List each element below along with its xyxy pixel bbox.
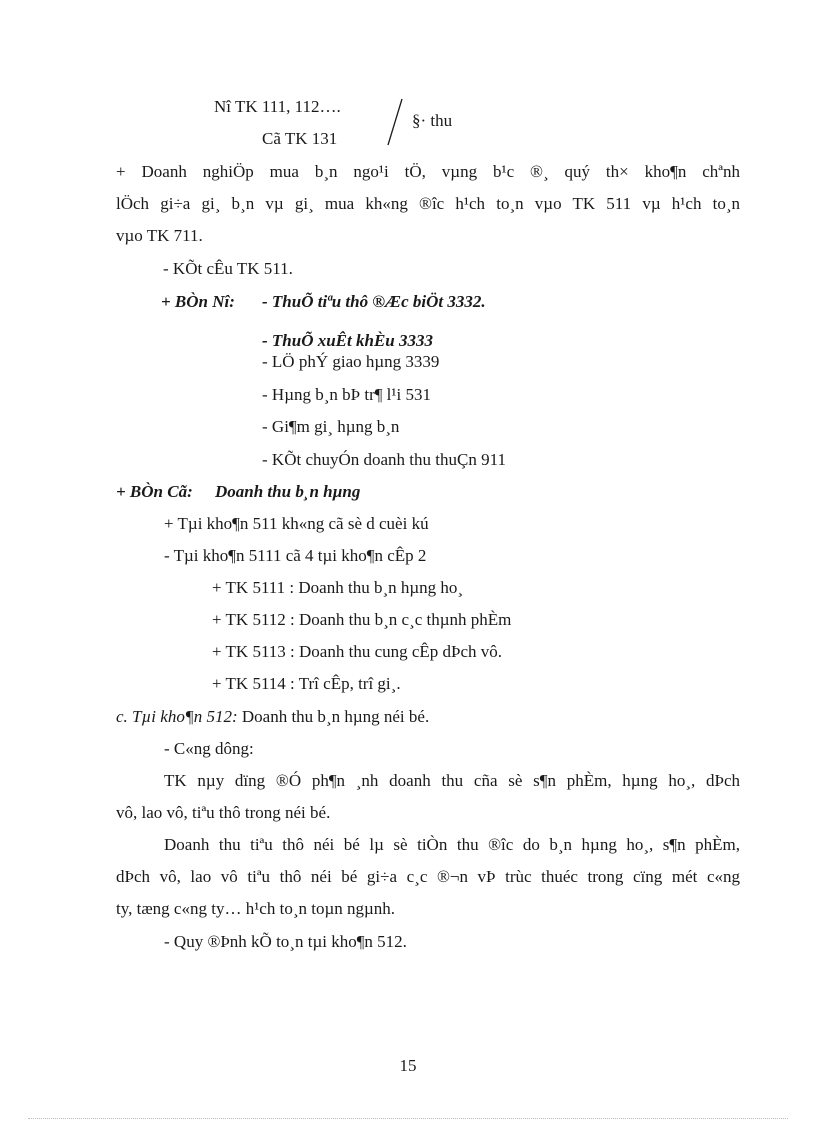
section-c-title: Doanh thu b¸n hµng néi bé. [237, 707, 430, 726]
sub-account: + TK 5114 : Trî cÊp, trî gi¸. [212, 674, 401, 693]
para2-line2: vô, lao vô, tiªu thô trong néi bé. [116, 803, 331, 822]
slash-divider [386, 97, 404, 147]
account-note: + Tµi kho¶n 511 kh«ng cã sè d cuèi kú [164, 514, 429, 533]
journal-note: §· thu [412, 111, 453, 130]
para1-line1: + Doanh nghiÖp mua b¸n ngo¹i tÖ, vµng b¹c ®¸ quý th× kho¶n chªnh [116, 162, 740, 181]
section-c-label: c. Tµi kho¶n 512: [116, 707, 238, 726]
page-number: 15 [399, 1056, 417, 1075]
debit-item: - KÕt chuyÓn doanh thu thuÇn 911 [262, 450, 506, 469]
credit-side-label: + BÒn Cã: [116, 482, 193, 501]
rule-heading: - Quy ®Þnh kÕ to¸n tµi kho¶n 512. [164, 932, 407, 951]
para1-line2: lÖch gi÷a gi¸ b¸n vµ gi¸ mua kh«ng ®îc h¹ch to¸n vµo TK 511 vµ h¹ch to¸n [116, 194, 740, 213]
debit-item: - ThuÕ xuÊt khÈu 3333 [262, 331, 433, 350]
credit-side-text: Doanh thu b¸n hµng [215, 482, 361, 501]
para2-line1: TK nµy dïng ®Ó ph¶n ¸nh doanh thu cña sè s¶n phÈm, hµng ho¸, dÞch [164, 771, 740, 790]
debit-item: - Gi¶m gi¸ hµng b¸n [262, 417, 400, 436]
journal-credit: Cã TK 131 [262, 129, 338, 148]
debit-item: - LÖ phÝ giao hµng 3339 [262, 352, 440, 371]
para3-line2: dÞch vô, lao vô tiªu thô néi bé gi÷a c¸c ®¬n vÞ trùc thuéc trong cïng mét c«ng [116, 867, 740, 886]
usage-heading: - C«ng dông: [164, 739, 254, 758]
debit-item: - Hµng b¸n bÞ tr¶ l¹i 531 [262, 385, 431, 404]
sub-account: + TK 5113 : Doanh thu cung cÊp dÞch vô. [212, 642, 503, 661]
para1-line3: vµo TK 711. [116, 226, 203, 245]
debit-side-label: + BÒn Nî: [161, 292, 235, 311]
page-bottom-divider [28, 1118, 788, 1119]
para3-line1: Doanh thu tiªu thô néi bé lµ sè tiÒn thu ®îc do b¸n hµng ho¸, s¶n phÈm, [164, 835, 740, 854]
journal-debit: Nî TK 111, 112…. [214, 97, 341, 116]
sub-account: + TK 5111 : Doanh thu b¸n hµng ho¸ [212, 578, 464, 597]
para3-line3: ty, tæng c«ng ty… h¹ch to¸n toµn ngµnh. [116, 899, 396, 918]
account-note: - Tµi kho¶n 5111 cã 4 tµi kho¶n cÊp 2 [164, 546, 427, 565]
structure-heading: - KÕt cÊu TK 511. [163, 259, 293, 278]
section-c-heading [116, 707, 429, 727]
sub-account: + TK 5112 : Doanh thu b¸n c¸c thµnh phÈm [212, 610, 512, 629]
debit-item: - ThuÕ tiªu thô ®Æc biÖt 3332. [262, 292, 486, 311]
